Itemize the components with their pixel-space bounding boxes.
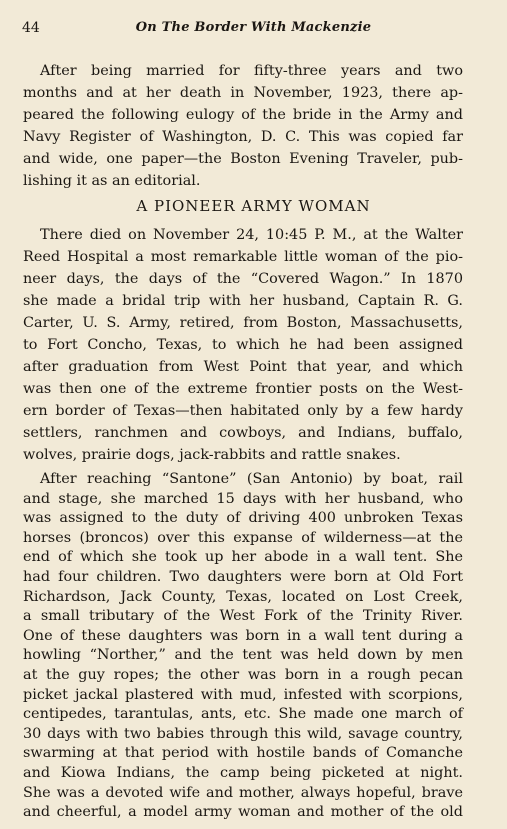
- text-line: After reaching “Santone” (San Antonio) by boat, rail: [40, 471, 463, 487]
- text-line: wolves, prairie dogs, jack-rabbits and rattle snakes.: [23, 447, 401, 463]
- text-line: end of which she took up her abode in a wall tent. She: [23, 549, 463, 566]
- text-line: lishing it as an editorial.: [23, 173, 201, 189]
- text-line: was then one of the extreme frontier posts on the West-: [23, 381, 463, 397]
- text-line: horses (broncos) over this expanse of wilderness—at the: [23, 529, 463, 546]
- text-line: howling “Norther,” and the tent was held down by men: [23, 647, 463, 664]
- text-line: and wide, one paper—the Boston Evening Traveler, pub-: [23, 151, 463, 167]
- text-line: One of these daughters was born in a wall tent during a: [23, 627, 463, 644]
- text-line: and cheerful, a model army woman and mother of the old: [23, 804, 463, 821]
- text-line: neer days, the days of the “Covered Wagon.” In 1870: [23, 271, 463, 287]
- text-line: to Fort Concho, Texas, to which he had been assigned: [23, 337, 463, 353]
- text-line: After being married for fifty-three years and two: [40, 63, 463, 79]
- text-line: There died on November 24, 10:45 P. M., at the Walter: [40, 227, 463, 243]
- text-line: Reed Hospital a most remarkable little woman of the pio-: [23, 249, 463, 265]
- text-line: centipedes, tarantulas, ants, etc. She made one march of: [23, 706, 463, 723]
- text-line: Navy Register of Washington, D. C. This was copied far: [23, 129, 463, 145]
- page-number: 44: [22, 20, 40, 36]
- text-line: had four children. Two daughters were born at Old Fort: [23, 569, 463, 585]
- text-line: and stage, she marched 15 days with her husband, who: [23, 490, 463, 507]
- text-line: at the guy ropes; the other was born in a rough pecan: [23, 667, 463, 683]
- text-line: She was a devoted wife and mother, always hopeful, brave: [23, 784, 463, 801]
- text-line: Richardson, Jack County, Texas, located on Lost Creek,: [23, 588, 463, 605]
- text-line: was assigned to the duty of driving 400 unbroken Texas: [23, 510, 463, 527]
- text-line: 30 days with two babies through this wild, savage country,: [23, 725, 463, 742]
- text-line: she made a bridal trip with her husband, Captain R. G.: [23, 293, 463, 309]
- section-heading: A PIONEER ARMY WOMAN: [136, 197, 371, 215]
- text-line: picket jackal plastered with mud, infested with scorpions,: [23, 686, 463, 703]
- text-line: Carter, U. S. Army, retired, from Boston, Massachusetts,: [23, 315, 463, 331]
- text-line: ern border of Texas—then habitated only by a few hardy: [23, 403, 463, 419]
- text-line: months and at her death in November, 1923, there ap-: [23, 85, 463, 101]
- text-line: peared the following eulogy of the bride in the Army and: [23, 107, 463, 123]
- running-head: On The Border With Mackenzie: [135, 20, 372, 35]
- text-line: and Kiowa Indians, the camp being picketed at night.: [23, 765, 463, 781]
- text-line: settlers, ranchmen and cowboys, and Indians, buffalo,: [23, 425, 463, 441]
- text-line: after graduation from West Point that year, and which: [23, 359, 463, 375]
- text-line: swarming at that period with hostile bands of Comanche: [23, 745, 463, 762]
- text-line: a small tributary of the West Fork of the Trinity River.: [23, 608, 463, 625]
